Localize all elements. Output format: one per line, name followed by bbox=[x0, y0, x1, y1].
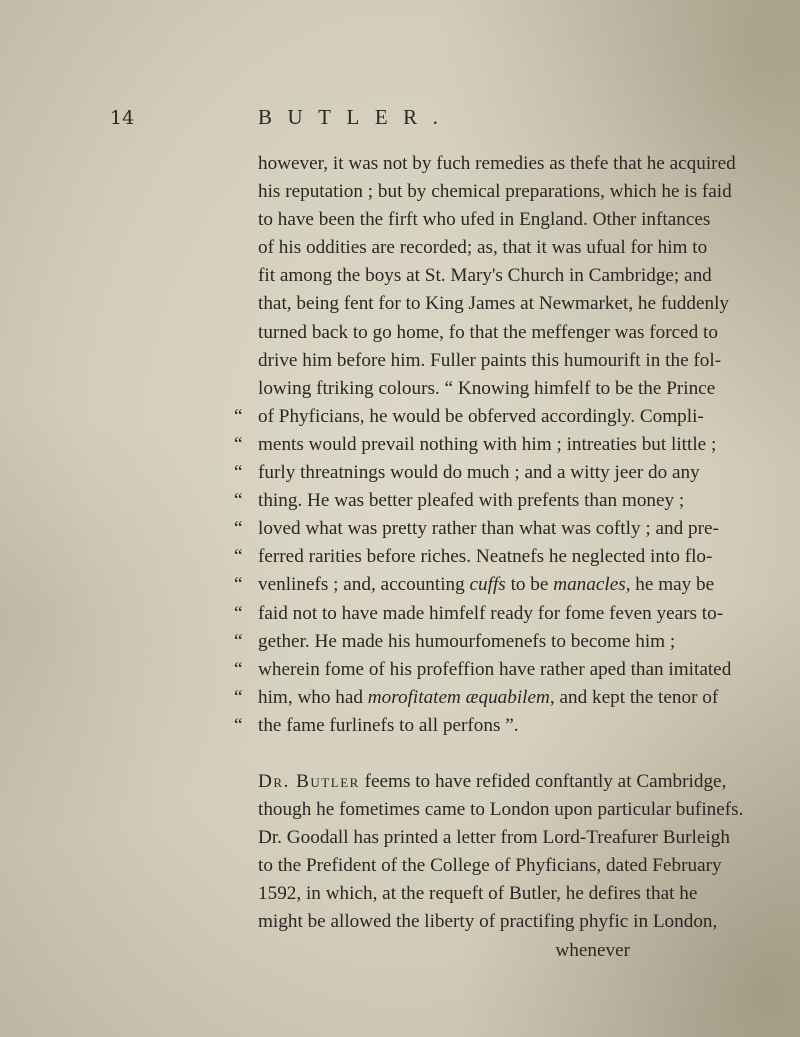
quoted-line: “ thing. He was better pleafed with prefents than money ; bbox=[234, 490, 685, 512]
catchword: whenever bbox=[555, 939, 630, 961]
italic-word: manacles bbox=[553, 574, 626, 596]
text-line: drive him before him. Fuller paints this humourift in the fol- bbox=[258, 349, 722, 371]
text-line: however, it was not by fuch remedies as thefe that he acquired bbox=[258, 153, 736, 174]
quoted-line: “ gether. He made his humourfomenefs to become him ; bbox=[234, 630, 676, 652]
text-line: of his oddities are recorded; as, that it was ufual for him to bbox=[258, 237, 708, 259]
body-text bbox=[234, 150, 744, 965]
quoted-line: “ loved what was pretty rather than what was coftly ; and pre- bbox=[234, 518, 719, 540]
quoted-line: “ of Phyficians, he would be obferved accordingly. Compli- bbox=[234, 405, 704, 427]
quoted-line: “ ferred rarities before riches. Neatnefs he neglected into flo- bbox=[234, 546, 713, 568]
quoted-line: “ venlinefs ; and, accounting cuffs to be manacles, he may be bbox=[234, 574, 715, 596]
quoted-line: “ furly threatnings would do much ; and a witty jeer do any bbox=[234, 462, 700, 484]
small-caps-name: Dr. Butler bbox=[258, 770, 360, 792]
quoted-line: “ the fame furlinefs to all perfons ”. bbox=[234, 714, 519, 736]
text-line: might be allowed the liberty of practifing phyfic in London, bbox=[258, 911, 718, 933]
text-line: Dr. Goodall has printed a letter from Lord-Treafurer Burleigh bbox=[258, 827, 730, 849]
page-number: 14 bbox=[110, 107, 135, 129]
italic-phrase: morofitatem æquabilem bbox=[367, 686, 550, 708]
text-line: turned back to go home, fo that the meffenger was forced to bbox=[258, 321, 718, 343]
paragraph-2 bbox=[258, 768, 744, 965]
text-line: though he fometimes came to London upon particular bufinefs. bbox=[258, 799, 744, 821]
quoted-line: “ faid not to have made himfelf ready for fome feven years to- bbox=[234, 602, 724, 624]
text-line: to have been the firft who ufed in England. Other inftances bbox=[258, 209, 711, 231]
text-line: 1592, in which, at the requeft of Butler, he defires that he bbox=[258, 883, 698, 905]
text-line: lowing ftriking colours. “ Knowing himfelf to be the Prince bbox=[258, 377, 716, 399]
quoted-line: “ wherein fome of his profeffion have rather aped than imitated bbox=[234, 658, 732, 680]
quoted-line: “ him, who had morofitatem æquabilem, and kept the tenor of bbox=[234, 686, 719, 708]
text-line: Dr. Butler feems to have refided conftantly at Cambridge, bbox=[258, 770, 727, 792]
text-line: to the Prefident of the College of Phyficians, dated February bbox=[258, 855, 722, 877]
text-line: that, being fent for to King James at Newmarket, he fuddenly bbox=[258, 293, 730, 315]
quoted-line: “ ments would prevail nothing with him ; intreaties but little ; bbox=[234, 433, 717, 455]
text-line: fit among the boys at St. Mary's Church in Cambridge; and bbox=[258, 265, 712, 287]
text-line: his reputation ; but by chemical preparations, which he is faid bbox=[258, 181, 732, 203]
running-head: BUTLER. bbox=[258, 105, 454, 129]
paragraph-1 bbox=[234, 150, 736, 740]
italic-word: cuffs bbox=[469, 574, 506, 596]
